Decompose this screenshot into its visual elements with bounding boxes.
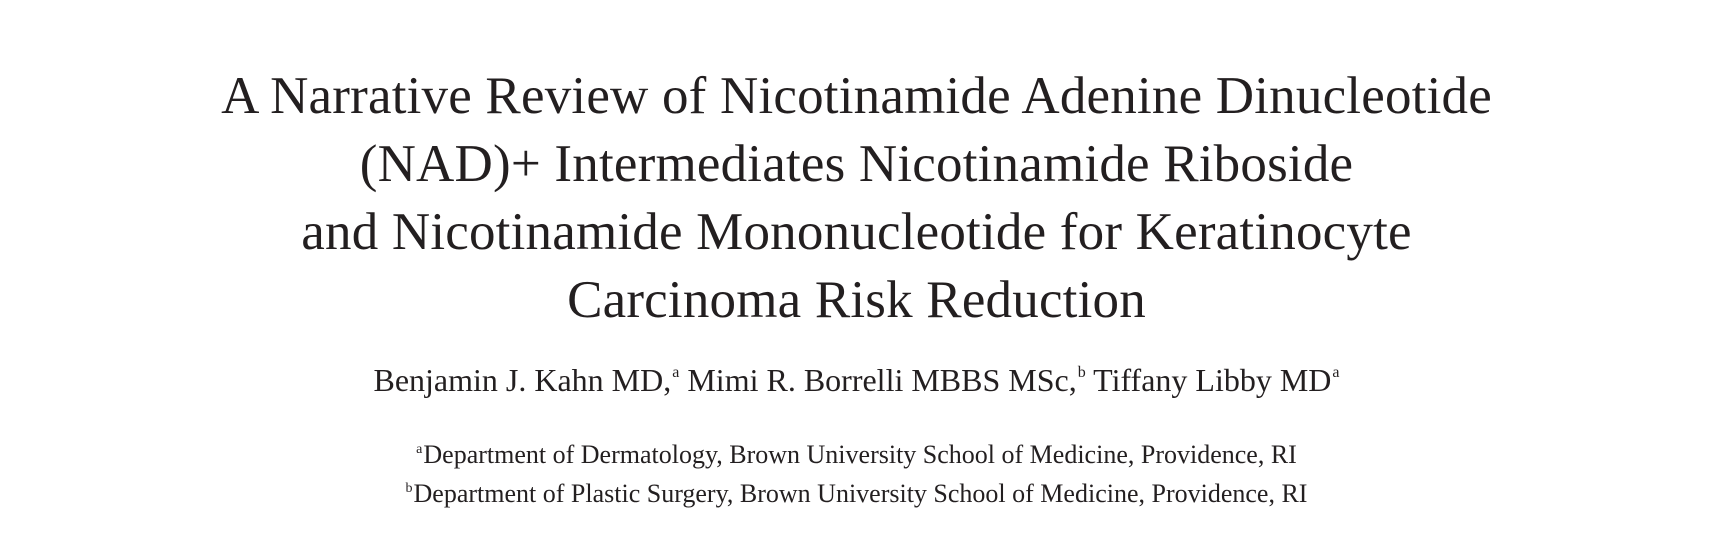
affiliation-text: Department of Dermatology, Brown University School of Medicine, Providence, RI [423,440,1297,469]
author-affiliation-mark: a [672,364,680,381]
title-line: (NAD)+ Intermediates Nicotinamide Riboside [359,135,1354,193]
affiliation-item [0,477,1713,516]
title-line: Carcinoma Risk Reduction [567,271,1146,329]
author-list [0,360,1713,407]
title-line: A Narrative Review of Nicotinamide Adenine Dinucleotide [221,67,1492,125]
affiliation-mark: a [416,442,423,457]
affiliation-item [0,438,1713,477]
affiliation-text: Department of Plastic Surgery, Brown University School of Medicine, Providence, RI [413,479,1308,508]
affiliation-mark: b [405,481,413,496]
author-name: Benjamin J. Kahn MD, [373,362,672,398]
author-affiliation-mark: b [1077,364,1086,381]
title-line: and Nicotinamide Mononucleotide for Keratinocyte [301,203,1412,261]
affiliation-list [0,438,1713,516]
author-affiliation-mark: a [1332,364,1340,381]
paper-title [0,62,1713,334]
author-name: Tiffany Libby MD [1093,362,1332,398]
author-name: Mimi R. Borrelli MBBS MSc, [687,362,1077,398]
